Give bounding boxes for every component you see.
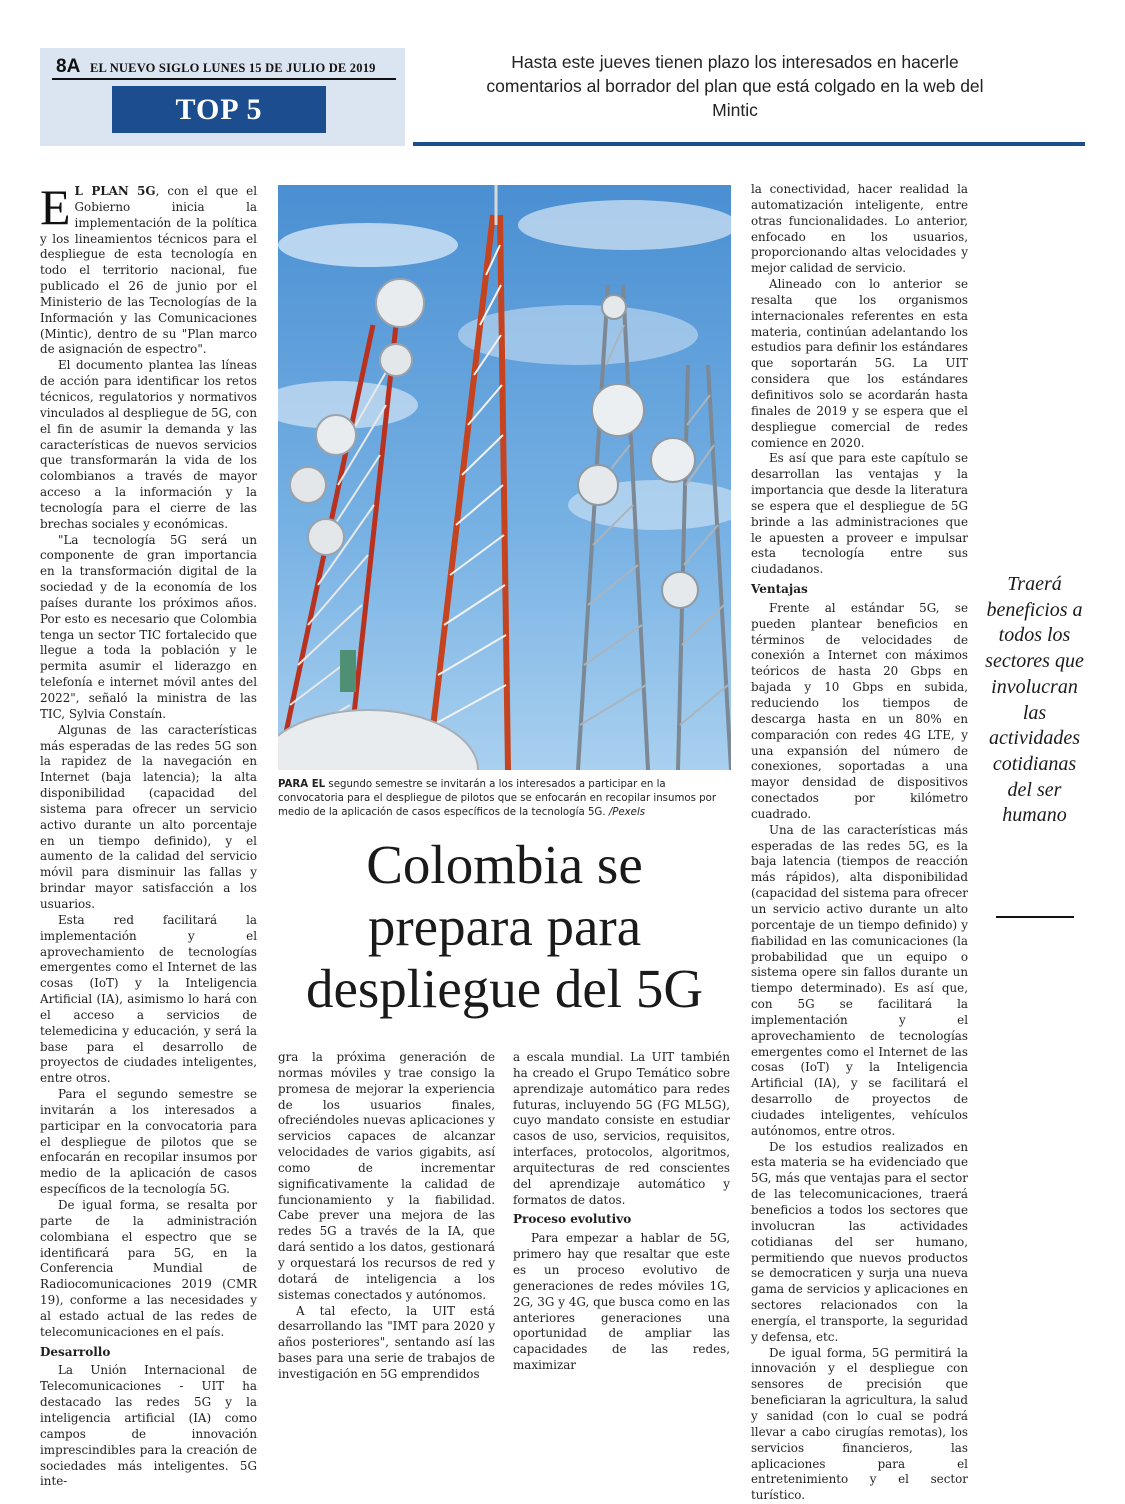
column-1 [40,179,257,1490]
paragraph: Una de las características más esperadas de las redes 5G, es la baja latencia (tiempos de reacción más rápidos), alta disponibilidad (capacidad del sistema para ofrecer un servicio activo durante un alto porcentaje de un tiempo definido) y fiabilidad en las comunicaciones (la probabilidad que un equipo o sistema opere sin fallos durante un tiempo determinado). Es así que, con 5G se facilitará la implementación y el aprovechamiento de tecnologías emergentes como el Internet de las cosas (IoT) y la Inteligencia Artificial (IA), y se facilitará el desarrollo de proyectos de ciudades inteligentes, vehículos autónomos, entre otros. [751,822,968,1138]
paragraph: De los estudios realizados en esta materia se ha evidenciado que 5G, más que ventajas para el sector de las telecomunicaciones, traerá beneficios a todos los sectores que involucran las actividades cotidianas del ser humano, permitiendo que nuevos productos se democraticen y surja una nueva gama de servicios y aplicaciones en sectores relacionados con la energía, el transporte, la seguridad y defensa, etc. [751,1139,968,1344]
subhead-ventajas: Ventajas [751,582,808,597]
folio-rule [52,78,396,80]
pull-quote: Traerá beneficios a todos los sectores que involucran las actividades cotidianas del ser humano [985,573,1084,827]
paragraph: Alineado con lo anterior se resalta que los organismos internacionales referentes en esta materia, continúan adelantando los estudios para definir los estándares que soportarán 5G. La UIT considera que los estándares definitivos solo se acordarán hasta finales de 2019 y se espera que el despliegue comercial de redes comience en 2020. [751,277,968,450]
paragraph: A tal efecto, la UIT está desarrollando las "IMT para 2020 y años posteriores", sentando así las bases para una serie de trabajos de investigación en 5G emprendidos [278,1303,495,1381]
paragraph: El documento plantea las líneas de acción para identificar los retos técnicos, regulatorios y normativos vinculados al despliegue de 5G, con el fin de asumir la demanda y las características de nuevos servicios que transformarán la vida de los colombianos a través de mayor acceso a la información y la tecnología para el cierre de las brechas sociales y económicas. [40,358,257,531]
paragraph: "La tecnología 5G será un componente de gran importancia en la transformación digital de la sociedad y de la economía de los países durante los próximos años. Por esto es necesario que Colombia tenga un sector TIC fortalecido que llegue a toda la población y le permita asumir el liderazgo en telefonía e internet móvil antes del 2022", señaló la ministra de las TIC, Sylvia Constaín. [40,532,257,721]
lead-in: L PLAN 5G [74,184,156,198]
paragraph: la conectividad, hacer realidad la automatización inteligente, entre otras funcionalidades. Lo anterior, enfocado en los usuarios, proporcionando altas velocidades y mejor calidad de servicio. [751,182,968,276]
column-3 [513,1050,730,1374]
column-2 [278,1050,495,1383]
paragraph: De igual forma, se resalta por parte de la administración colombiana el espectro que se identificará para 5G, en la Conferencia Mundial de Radiocomunicaciones 2019 (CMR 19), conforme a las necesidades y al estado actual de las redes de telecomunicaciones en el país. [40,1198,257,1339]
drop-cap: E [40,179,71,235]
headline: Colombia se prepara para despliegue del 5G [305,834,704,1019]
deck-rule [413,142,1085,146]
paragraph: Es así que para este capítulo se desarrollan las ventajas y la importancia que desde la literatura se espera que el despliegue de 5G brinde a las administraciones que le apuesten a proveer e impulsar esta tecnología entre sus ciudadanos. [751,451,968,577]
photo-caption: PARA EL segundo semestre se invitarán a los interesados a participar en la convocatoria para el despliegue de pilotos que se enfocarán en recopilar insumos por medio de la aplicación de casos específicos de la tecnología 5G. /Pexels [278,779,717,818]
page-number: 8A [56,56,81,77]
subhead-proceso: Proceso evolutivo [513,1212,632,1227]
telecom-towers-photo [278,185,731,770]
paragraph: Algunas de las características más esperadas de las redes 5G son la rapidez de la navegación en Internet (baja latencia); la alta disponibilidad (capacidad del sistema para ofrecer un servicio activo durante un alto porcentaje en un tiempo definido), y el aumento de la calidad del servicio móvil para disminuir las fallas y brindar mayor satisfacción a los usuarios. [40,722,257,911]
article-deck: Hasta este jueves tienen plazo los interesados en hacerle comentarios al borrador del plan que está colgado en la web del Mintic [486,52,984,120]
subhead-desarrollo: Desarrollo [40,1344,111,1359]
column-4 [751,182,968,1504]
paragraph: De igual forma, 5G permitirá la innovación y el despliegue con sensores de precisión que beneficiaran la agricultura, la salud y sanidad (con lo cual se podrá llevar a cabo cirugías remotas), los servicios financieros, las aplicaciones para el entretenimiento y el sector turístico. [751,1345,968,1503]
caption-lead: PARA EL [278,779,326,790]
paragraph: La Unión Internacional de Telecomunicaciones - UIT ha destacado las redes 5G y la inteligencia artificial (IA) como campos de innovación imprescindibles para la creación de sociedades más inteligentes. 5G inte- [40,1363,257,1489]
paragraph: a escala mundial. La UIT también ha creado el Grupo Temático sobre aprendizaje automático para redes futuras, incluyendo 5G (FG ML5G), cuyo mandato consiste en estudiar casos de uso, servicios, requisitos, interfaces, protocolos, algoritmos, arquitecturas de red conscientes del aprendizaje automático y formatos de datos. [513,1050,730,1207]
paragraph: Esta red facilitará la implementación y el aprovechamiento de tecnologías emergentes como el Internet de las cosas (IoT) y la Inteligencia Artificial (IA), asimismo lo hará con el acceso a servicios de telemedicina y educación, y será la base para el desarrollo de proyectos de ciudades inteligentes, entre otros. [40,912,257,1086]
photo-credit: /Pexels [608,807,646,818]
paragraph: gra la próxima generación de normas móviles y trae consigo la promesa de mejorar la experiencia de los usuarios finales, ofreciéndoles nuevas aplicaciones y servicios capaces de alcanzar velocidades de varios gigabits, así como de incrementar significativamente la calidad de funcionamiento y la fiabilidad. Cabe prever una mejora de las redes 5G a través de la IA, que dará sentido a los datos, gestionará y orquestará los recursos de red y dotará de inteligencia a los sistemas conectados y autónomos. [278,1050,495,1302]
paragraph: Para empezar a hablar de 5G, primero hay que resaltar que este es un proceso evolutivo de generaciones de redes móviles 1G, 2G, 3G y 4G, que busca como en las anteriores generaciones una oportunidad de ampliar las capacidades de las redes, maximizar [513,1231,730,1373]
lead-paragraph: E L PLAN 5G, con el que el Gobierno inicia la implementación de la política y los lineamientos técnicos para el despliegue de esta tecnología en todo el territorio nacional, fue publicado el 26 de junio por el Ministerio de las Tecnologías de la Información y las Comunicaciones (Mintic), dentro de su "Plan marco de asignación de espectro". [40,179,257,357]
section-label: TOP 5 [112,86,326,133]
paragraph: Para el segundo semestre se invitarán a los interesados a participar en la convocatoria para el despliegue de pilotos que se enfocarán en recopilar insumos por medio de la aplicación de casos específicos de la tecnología 5G. [40,1087,257,1197]
pull-quote-rule [996,916,1074,918]
folio-line: EL NUEVO SIGLO LUNES 15 DE JULIO DE 2019 [90,61,376,75]
paragraph: Frente al estándar 5G, se pueden plantear beneficios en términos de velocidades de conexión a Internet con máximos teóricos de hasta 20 Gbps en bajada y 10 Gbps en subida, reduciendo los tiempos de descarga hasta en un 80% en comparación con redes 4G LTE, y una expansión del número de conexiones, soportadas a una mayor densidad de dispositivos conectados por kilómetro cuadrado. [751,600,968,821]
